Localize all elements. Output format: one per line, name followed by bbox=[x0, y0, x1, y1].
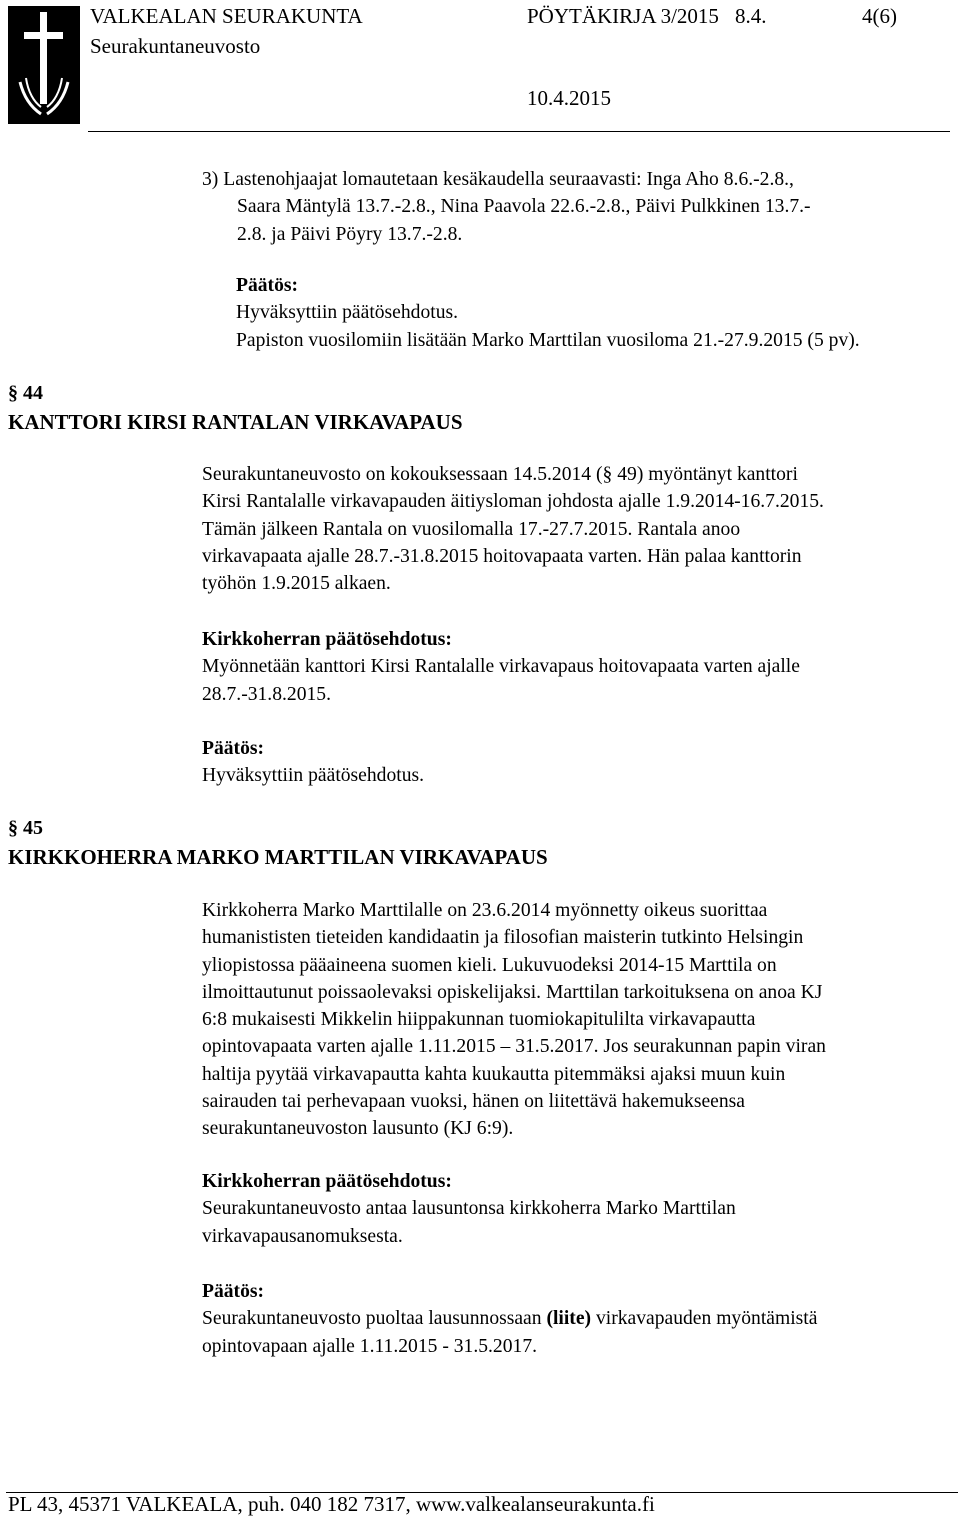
decision-line: opintovapaan ajalle 1.11.2015 - 31.5.2017. bbox=[202, 1335, 538, 1357]
section-45-proposal bbox=[202, 1168, 736, 1250]
decision-line: Hyväksyttiin päätösehdotus. bbox=[202, 765, 425, 787]
parish-logo bbox=[8, 6, 80, 124]
intro-item-line: 3) Lastenohjaajat lomautetaan kesäkaudella seuraavasti: Inga Aho 8.6.-2.8., bbox=[202, 169, 794, 190]
section-45-title: KIRKKOHERRA MARKO MARTTILAN VIRKAVAPAUS bbox=[8, 845, 548, 869]
header-date-short: 8.4. bbox=[735, 4, 767, 28]
decision-label: Päätös: bbox=[236, 275, 299, 296]
cross-logo-icon bbox=[8, 6, 80, 124]
decision-line: Hyväksyttiin päätösehdotus. bbox=[236, 302, 459, 324]
proposal-line: virkavapausanomuksesta. bbox=[202, 1225, 403, 1247]
footer-contact: PL 43, 45371 VALKEALA, puh. 040 182 7317, www.valkealanseurakunta.fi bbox=[8, 1492, 655, 1516]
section-44-number bbox=[8, 382, 43, 405]
intro-item-block bbox=[202, 166, 811, 248]
proposal-line: Seurakuntaneuvosto antaa lausuntonsa kirkkoherra Marko Marttilan bbox=[202, 1198, 736, 1220]
intro-item-line: 2.8. ja Päivi Pöyry 13.7.-2.8. bbox=[237, 223, 463, 245]
body-line: virkavapaata ajalle 28.7.-31.8.2015 hoitovapaata varten. Hän palaa kanttorin bbox=[202, 545, 802, 567]
body-line: Seurakuntaneuvosto on kokouksessaan 14.5.2014 (§ 49) myöntänyt kanttori bbox=[202, 464, 798, 485]
header-doc-number: PÖYTÄKIRJA 3/2015 bbox=[527, 4, 719, 28]
proposal-label: Kirkkoherran päätösehdotus: bbox=[202, 629, 452, 650]
header-org: VALKEALAN SEURAKUNTA bbox=[90, 4, 363, 28]
section-44-decision bbox=[202, 735, 424, 790]
section-symbol: § bbox=[8, 382, 18, 404]
header-body-name: Seurakuntaneuvosto bbox=[90, 34, 261, 58]
body-line: 6:8 mukaisesti Mikkelin hiippakunnan tuomiokapitulilta virkavapautta bbox=[202, 1009, 756, 1031]
proposal-label: Kirkkoherran päätösehdotus: bbox=[202, 1171, 452, 1192]
header-rule bbox=[88, 131, 950, 132]
decision-line: Papiston vuosilomiin lisätään Marko Marttilan vuosiloma 21.-27.9.2015 (5 pv). bbox=[236, 329, 860, 351]
body-line: Kirsi Rantalalle virkavapauden äitiysloman johdosta ajalle 1.9.2014-16.7.2015. bbox=[202, 491, 824, 513]
proposal-line: 28.7.-31.8.2015. bbox=[202, 683, 331, 705]
decision-label: Päätös: bbox=[202, 738, 265, 759]
body-line: Kirkkoherra Marko Marttilalle on 23.6.2014 myönnetty oikeus suorittaa bbox=[202, 900, 768, 921]
section-44-body bbox=[202, 461, 824, 597]
section-symbol: § bbox=[8, 817, 18, 839]
attachment-reference: (liite) bbox=[546, 1308, 592, 1330]
body-line: haltija pyytää virkavapautta kahta kuukautta pitemmäksi ajaksi muun kuin bbox=[202, 1063, 786, 1085]
section-number: 45 bbox=[23, 817, 43, 839]
decision-line bbox=[202, 1305, 817, 1332]
body-line: humanististen tieteiden kandidaatin ja filosofian maisterin tutkinto Helsingin bbox=[202, 927, 804, 949]
body-line: opintovapaata varten ajalle 1.11.2015 – 31.5.2017. Jos seurakunnan papin viran bbox=[202, 1036, 826, 1058]
body-line: seurakuntaneuvoston lausunto (KJ 6:9). bbox=[202, 1118, 514, 1140]
body-line: yliopistossa pääaineena suomen kieli. Lukuvuodeksi 2014-15 Marttila on bbox=[202, 954, 777, 976]
header-meeting-date: 10.4.2015 bbox=[527, 86, 611, 110]
section-number: 44 bbox=[23, 382, 43, 404]
intro-decision-block bbox=[236, 272, 860, 354]
proposal-line: Myönnetään kanttori Kirsi Rantalalle virkavapaus hoitovapaata varten ajalle bbox=[202, 656, 800, 678]
header-page: 4(6) bbox=[862, 4, 897, 28]
section-45-body bbox=[202, 897, 826, 1143]
decision-text: Seurakuntaneuvosto puoltaa lausunnossaan bbox=[202, 1308, 547, 1330]
section-45-number bbox=[8, 817, 43, 840]
section-44-proposal bbox=[202, 626, 800, 708]
intro-item-line: Saara Mäntylä 13.7.-2.8., Nina Paavola 22.6.-2.8., Päivi Pulkkinen 13.7.- bbox=[237, 196, 811, 218]
section-44-title: KANTTORI KIRSI RANTALAN VIRKAVAPAUS bbox=[8, 410, 463, 434]
decision-label: Päätös: bbox=[202, 1281, 265, 1302]
body-line: työhön 1.9.2015 alkaen. bbox=[202, 573, 391, 595]
body-line: Tämän jälkeen Rantala on vuosilomalla 17.-27.7.2015. Rantala anoo bbox=[202, 518, 741, 540]
body-line: sairauden tai perhevapaan vuoksi, hänen on liitettävä hakemukseensa bbox=[202, 1091, 745, 1113]
body-line: ilmoittautunut poissaolevaksi opiskelijaksi. Marttilan tarkoituksena on anoa KJ bbox=[202, 981, 823, 1003]
decision-text: virkavapauden myöntämistä bbox=[591, 1308, 818, 1330]
section-45-decision bbox=[202, 1278, 817, 1360]
